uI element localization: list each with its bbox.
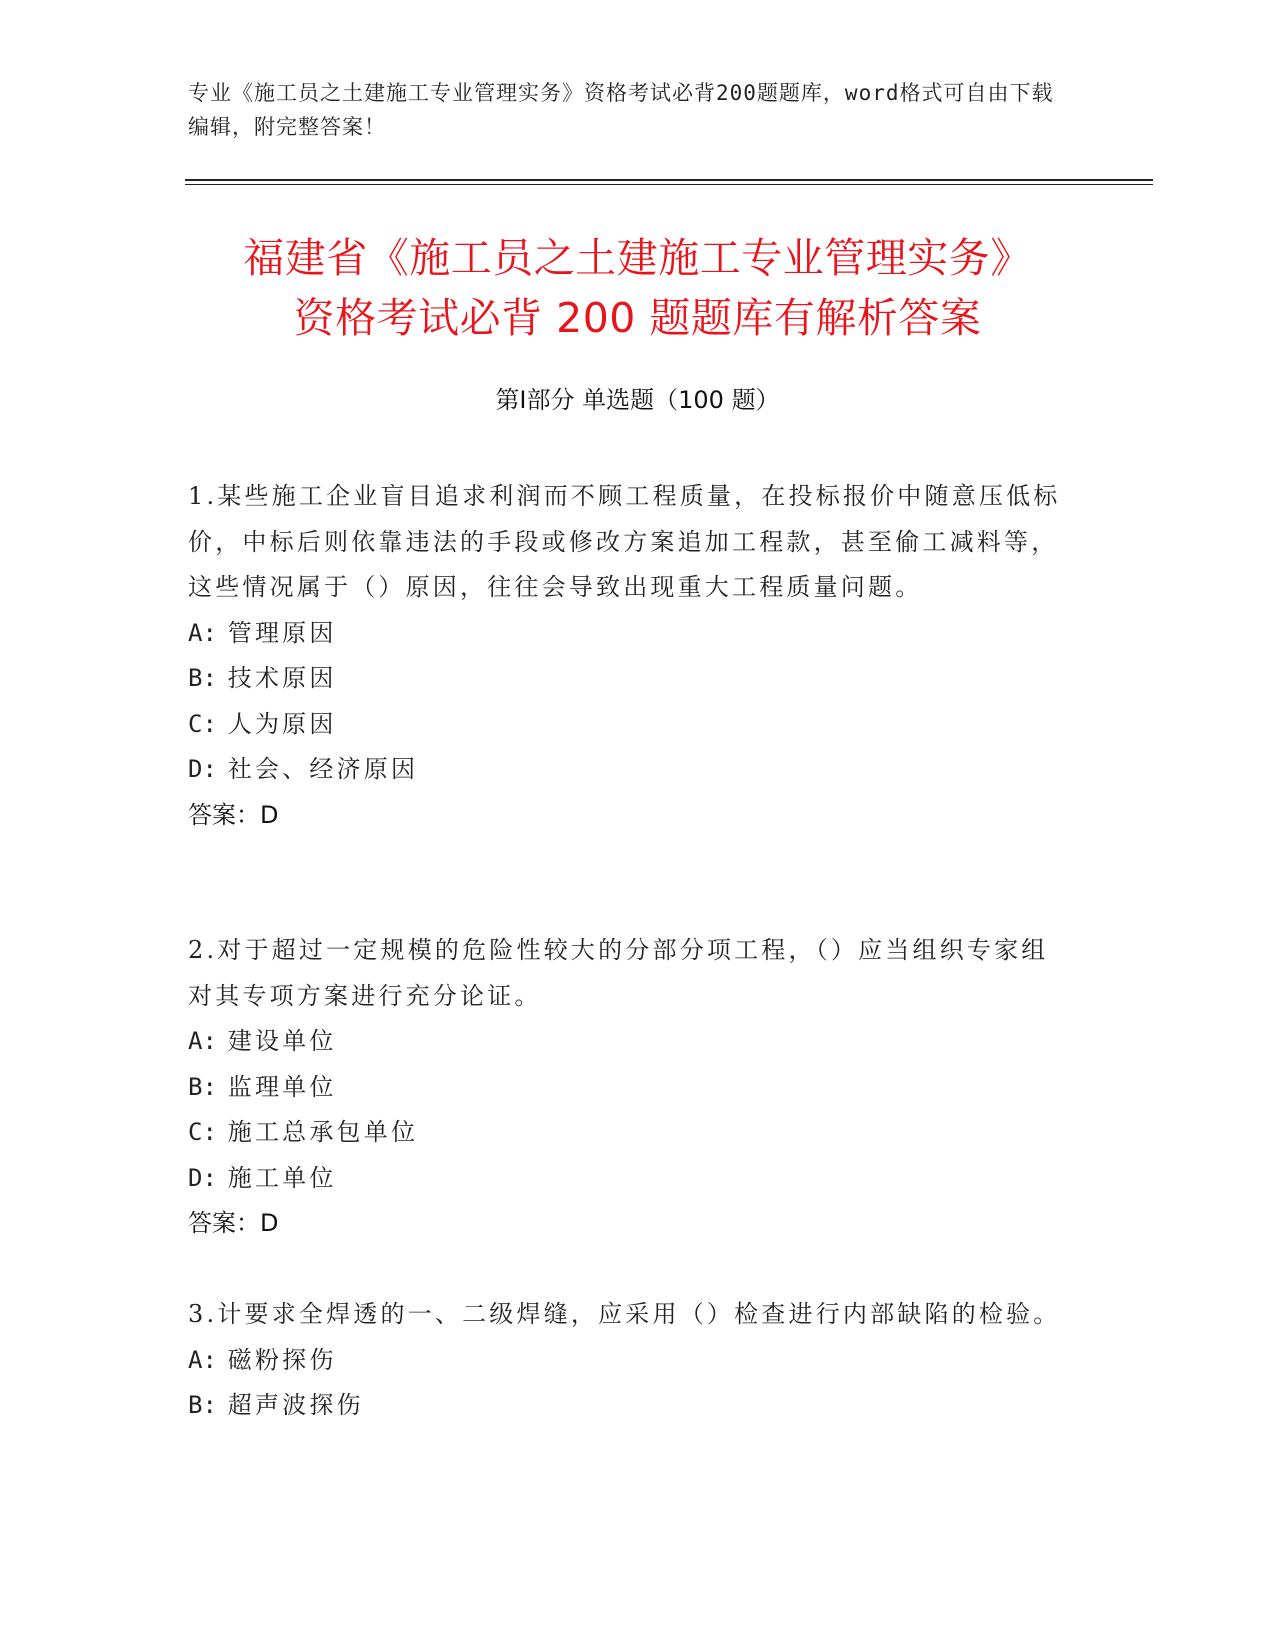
option-c (188, 1110, 1068, 1156)
option-text: 社会、经济原因 (227, 755, 419, 783)
section-heading: 第Ⅰ部分 单选题（100 题） (495, 386, 780, 414)
option-letter: C: (188, 1118, 217, 1146)
option-b (188, 1383, 1068, 1429)
option-a (188, 1338, 1068, 1384)
question-2 (188, 928, 1068, 1247)
header-rule-thin (185, 184, 1153, 185)
option-text: 管理原因 (227, 618, 337, 647)
option-letter: B: (188, 1072, 217, 1101)
header-rule-thick (185, 179, 1153, 181)
option-text: 人为原因 (227, 709, 337, 738)
option-letter: A: (188, 1027, 217, 1055)
header-note: 专业《施工员之土建施工专业管理实务》资格考试必背200题题库，word格式可自由下载编辑，附完整答案！ (188, 81, 1054, 139)
option-text: 施工总承包单位 (227, 1118, 419, 1146)
option-c (188, 702, 1068, 748)
answer-line: 答案：D (188, 1209, 279, 1237)
option-text: 技术原因 (227, 664, 337, 692)
document-title (180, 228, 1095, 348)
answer-line: 答案：D (188, 800, 279, 829)
option-text: 监理单位 (227, 1072, 337, 1101)
option-letter: A: (188, 1345, 217, 1374)
option-text: 超声波探伤 (227, 1391, 364, 1419)
option-d (188, 1156, 1068, 1202)
title-line-2: 资格考试必背 200 题题库有解析答案 (293, 294, 982, 342)
question-stem: 3.计要求全焊透的一、二级焊缝，应采用（）检查进行内部缺陷的检验。 (188, 1300, 1061, 1328)
option-letter: C: (188, 709, 217, 738)
option-a (188, 611, 1068, 657)
option-text: 磁粉探伤 (227, 1345, 337, 1374)
question-3 (188, 1292, 1068, 1429)
option-letter: D: (188, 1163, 217, 1192)
option-text: 施工单位 (227, 1163, 337, 1192)
option-b (188, 656, 1068, 702)
option-letter: B: (188, 1391, 217, 1419)
question-1 (188, 474, 1068, 838)
option-letter: D: (188, 755, 217, 783)
option-letter: B: (188, 664, 217, 692)
option-text: 建设单位 (227, 1027, 337, 1055)
option-d (188, 747, 1068, 793)
option-letter: A: (188, 618, 217, 647)
question-stem: 1.某些施工企业盲目追求利润而不顾工程质量，在投标报价中随意压低标价，中标后则依靠违法的手段或修改方案追加工程款，甚至偷工减料等，这些情况属于（）原因，往往会导致出现重大工程质量问题。 (188, 482, 1061, 601)
option-b (188, 1065, 1068, 1111)
option-a (188, 1019, 1068, 1065)
question-stem: 2.对于超过一定规模的危险性较大的分部分项工程，（）应当组织专家组对其专项方案进行充分论证。 (188, 936, 1049, 1010)
title-line-1: 福建省《施工员之土建施工专业管理实务》 (243, 234, 1032, 282)
